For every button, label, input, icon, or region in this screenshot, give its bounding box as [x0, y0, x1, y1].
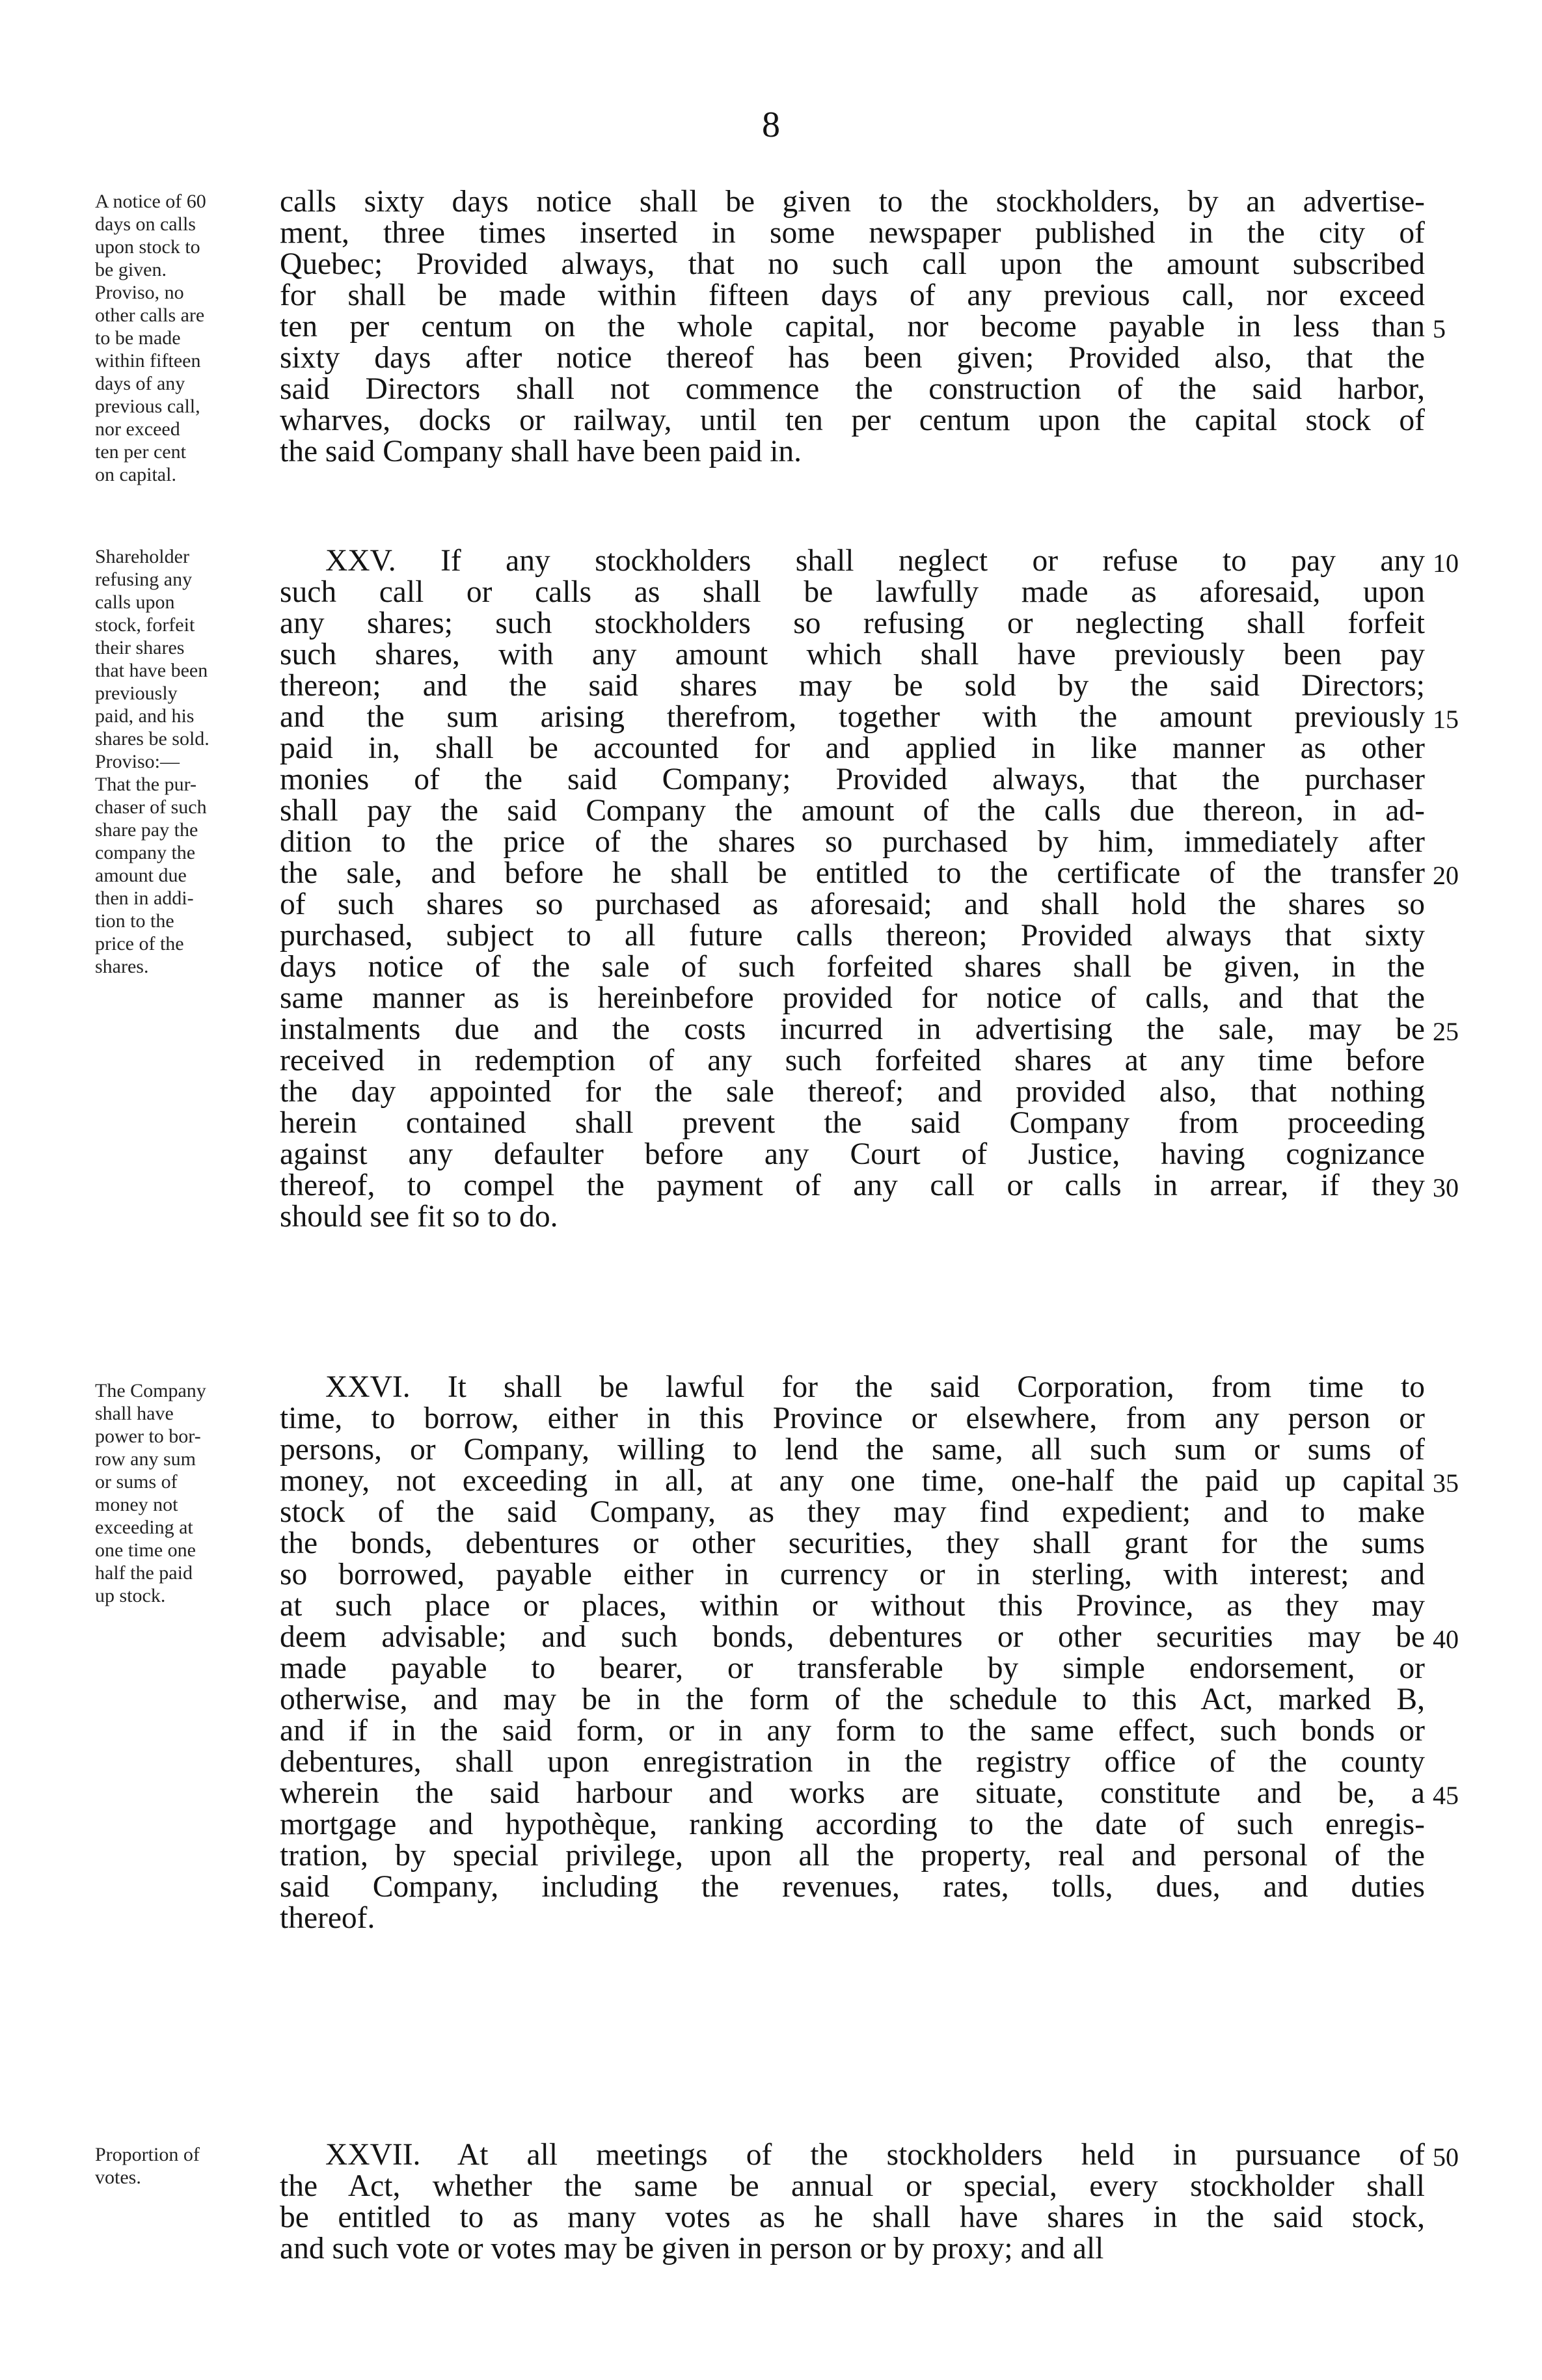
- margin-note-line: then in addi-: [95, 887, 194, 909]
- text-line: and if in the said form, or in any form to the same effect, such bonds or: [280, 1714, 1425, 1748]
- text-line: persons, or Company, willing to lend the same, all such sum or sums of: [280, 1433, 1425, 1467]
- margin-note-line: Proviso:—: [95, 751, 180, 772]
- margin-note-line: Shareholder: [95, 546, 189, 567]
- margin-note-line: company the: [95, 842, 196, 863]
- margin-note-line: paid, and his: [95, 705, 195, 727]
- margin-note-line: tion to the: [95, 910, 174, 932]
- margin-note-line: stock, forfeit: [95, 614, 195, 636]
- line-number: 45: [1433, 1781, 1459, 1810]
- text-line: purchased, subject to all future calls thereon; Provided always that sixty: [280, 919, 1425, 953]
- margin-note: [95, 545, 271, 978]
- margin-note-line: chaser of such: [95, 796, 207, 818]
- margin-note-line: on capital.: [95, 464, 176, 485]
- body-text: [280, 186, 1425, 467]
- text-line: ten per centum on the whole capital, nor become payable in less than: [280, 310, 1425, 344]
- margin-note-line: shares.: [95, 956, 149, 977]
- text-line: of such shares so purchased as aforesaid; and shall hold the shares so: [280, 887, 1425, 921]
- margin-note-line: up stock.: [95, 1585, 166, 1606]
- text-line: be entitled to as many votes as he shall have shares in the said stock,: [280, 2200, 1425, 2234]
- margin-note-line: their shares: [95, 637, 185, 658]
- text-line: any shares; such stockholders so refusing or neglecting shall forfeit: [280, 606, 1425, 640]
- text-line: wharves, docks or railway, until ten per centum upon the capital stock of: [280, 403, 1425, 437]
- text-line: Quebec; Provided always, that no such call upon the amount subscribed: [280, 247, 1425, 281]
- line-number: 15: [1433, 705, 1459, 734]
- margin-note-line: votes.: [95, 2167, 141, 2188]
- margin-note-line: Proportion of: [95, 2144, 200, 2165]
- text-line: instalments due and the costs incurred in advertising the sale, may be: [280, 1012, 1425, 1046]
- margin-note-line: other calls are: [95, 304, 205, 326]
- text-line: received in redemption of any such forfeited shares at any time before: [280, 1044, 1425, 1077]
- text-line: the bonds, debentures or other securities, they shall grant for the sums: [280, 1526, 1425, 1560]
- text-line: XXVI. It shall be lawful for the said Corporation, from time to: [325, 1370, 1425, 1404]
- text-line: should see fit so to do.: [280, 1200, 558, 1234]
- margin-note-line: calls upon: [95, 591, 175, 613]
- body-text: [280, 545, 1425, 1232]
- body-text: [280, 1372, 1425, 1934]
- margin-note-line: one time one: [95, 1539, 196, 1561]
- text-line: herein contained shall prevent the said Company from proceeding: [280, 1106, 1425, 1140]
- text-line: the sale, and before he shall be entitled to the certificate of the transfer: [280, 856, 1425, 890]
- margin-note: [95, 190, 271, 486]
- text-line: so borrowed, payable either in currency or in sterling, with interest; and: [280, 1558, 1425, 1591]
- margin-note-line: days on calls: [95, 213, 196, 235]
- margin-note-line: that have been: [95, 660, 208, 681]
- text-line: otherwise, and may be in the form of the schedule to this Act, marked B,: [280, 1683, 1425, 1716]
- margin-note-line: ten per cent: [95, 441, 186, 463]
- text-line: the Act, whether the same be annual or special, every stockholder shall: [280, 2169, 1425, 2203]
- margin-note-line: row any sum: [95, 1448, 196, 1470]
- margin-note-line: previously: [95, 683, 178, 704]
- text-line: the said Company shall have been paid in.: [280, 435, 802, 468]
- text-line: at such place or places, within or without this Province, as they may: [280, 1589, 1425, 1623]
- margin-note-line: share pay the: [95, 819, 198, 841]
- line-number: 25: [1433, 1017, 1459, 1046]
- text-line: stock of the said Company, as they may find expedient; and to make: [280, 1495, 1425, 1529]
- margin-note-line: A notice of 60: [95, 191, 206, 212]
- margin-note: [95, 1379, 271, 1607]
- margin-note-line: money not: [95, 1494, 178, 1515]
- text-line: paid in, shall be accounted for and applied in like manner as other: [280, 731, 1425, 765]
- margin-note-line: to be made: [95, 327, 181, 349]
- text-line: XXV. If any stockholders shall neglect or refuse to pay any: [325, 544, 1425, 578]
- line-number: 35: [1433, 1468, 1459, 1498]
- margin-note-line: days of any: [95, 373, 185, 394]
- text-line: deem advisable; and such bonds, debentures or other securities may be: [280, 1620, 1425, 1654]
- margin-note-line: The Company: [95, 1380, 206, 1401]
- text-line: said Directors shall not commence the construction of the said harbor,: [280, 372, 1425, 406]
- margin-note-line: or sums of: [95, 1471, 178, 1493]
- text-line: shall pay the said Company the amount of the calls due thereon, in ad-: [280, 794, 1425, 828]
- text-line: days notice of the sale of such forfeited shares shall be given, in the: [280, 950, 1425, 984]
- margin-note-line: shares be sold.: [95, 728, 210, 750]
- margin-note-line: price of the: [95, 933, 184, 954]
- margin-note-line: be given.: [95, 259, 167, 280]
- text-line: such call or calls as shall be lawfully made as aforesaid, upon: [280, 575, 1425, 609]
- margin-note-line: Proviso, no: [95, 282, 184, 303]
- text-line: sixty days after notice thereof has been given; Provided also, that the: [280, 341, 1425, 375]
- text-line: said Company, including the revenues, rates, tolls, dues, and duties: [280, 1870, 1425, 1904]
- text-line: such shares, with any amount which shall have previously been pay: [280, 638, 1425, 671]
- text-line: tration, by special privilege, upon all the property, real and personal of the: [280, 1839, 1425, 1873]
- line-number: 20: [1433, 861, 1459, 890]
- body-text: [280, 2139, 1425, 2264]
- text-line: and the sum arising therefrom, together with the amount previously: [280, 700, 1425, 734]
- text-line: thereof.: [280, 1901, 375, 1935]
- line-number: 30: [1433, 1173, 1459, 1202]
- margin-note-line: upon stock to: [95, 236, 200, 258]
- margin-note-line: shall have: [95, 1403, 174, 1424]
- text-line: monies of the said Company; Provided always, that the purchaser: [280, 763, 1425, 796]
- margin-note-line: within fifteen: [95, 350, 201, 372]
- text-line: for shall be made within fifteen days of any previous call, nor exceed: [280, 278, 1425, 312]
- text-line: debentures, shall upon enregistration in the registry office of the county: [280, 1745, 1425, 1779]
- margin-note: [95, 2143, 271, 2189]
- text-line: calls sixty days notice shall be given to the stockholders, by an advertise-: [280, 185, 1425, 219]
- text-line: against any defaulter before any Court of Justice, having cognizance: [280, 1137, 1425, 1171]
- margin-note-line: amount due: [95, 865, 187, 886]
- text-line: thereof, to compel the payment of any call or calls in arrear, if they: [280, 1169, 1425, 1202]
- text-line: and such vote or votes may be given in person or by proxy; and all: [280, 2232, 1104, 2265]
- text-line: ment, three times inserted in some newspaper published in the city of: [280, 216, 1425, 250]
- text-line: time, to borrow, either in this Province or elsewhere, from any person or: [280, 1401, 1425, 1435]
- text-line: money, not exceeding in all, at any one time, one-half the paid up capital: [280, 1464, 1425, 1498]
- text-line: made payable to bearer, or transferable by simple endorsement, or: [280, 1651, 1425, 1685]
- line-number: 10: [1433, 548, 1459, 578]
- text-line: XXVII. At all meetings of the stockholders held in pursuance of: [325, 2138, 1425, 2172]
- line-number: 40: [1433, 1625, 1459, 1654]
- margin-note-line: refusing any: [95, 569, 193, 590]
- margin-note-line: half the paid: [95, 1562, 193, 1584]
- margin-note-line: exceeding at: [95, 1517, 193, 1538]
- line-number: 50: [1433, 2143, 1459, 2172]
- text-line: dition to the price of the shares so purchased by him, immediately after: [280, 825, 1425, 859]
- page-number: 8: [762, 105, 780, 145]
- text-line: same manner as is hereinbefore provided for notice of calls, and that the: [280, 981, 1425, 1015]
- text-line: wherein the said harbour and works are situate, constitute and be, a: [280, 1776, 1425, 1810]
- text-line: mortgage and hypothèque, ranking according to the date of such enregis-: [280, 1807, 1425, 1841]
- text-line: thereon; and the said shares may be sold by the said Directors;: [280, 669, 1425, 703]
- margin-note-line: previous call,: [95, 396, 200, 417]
- margin-note-line: power to bor-: [95, 1426, 201, 1447]
- line-number: 5: [1433, 314, 1446, 344]
- margin-note-line: nor exceed: [95, 418, 180, 440]
- text-line: the day appointed for the sale thereof; and provided also, that nothing: [280, 1075, 1425, 1109]
- margin-note-line: That the pur-: [95, 774, 197, 795]
